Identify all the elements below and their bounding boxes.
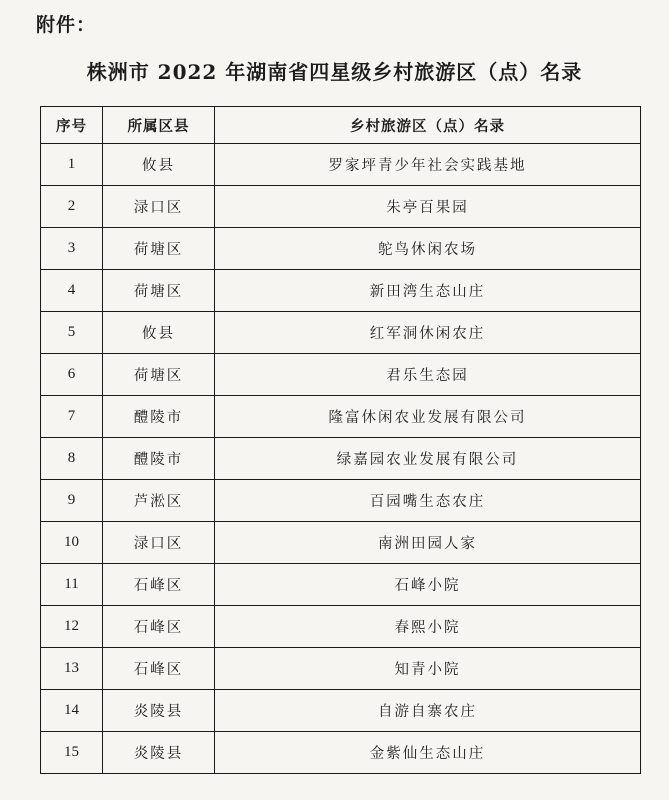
row-serial-number: 12 — [41, 606, 103, 648]
table-row — [41, 480, 641, 522]
table-row — [41, 186, 641, 228]
row-district-county: 石峰区 — [103, 564, 215, 606]
table-row — [41, 396, 641, 438]
row-site-name: 金紫仙生态山庄 — [215, 732, 641, 774]
table-row — [41, 606, 641, 648]
row-serial-number: 9 — [41, 480, 103, 522]
row-site-name: 知青小院 — [215, 648, 641, 690]
row-district-county: 攸县 — [103, 144, 215, 186]
row-serial-number: 10 — [41, 522, 103, 564]
row-district-county: 荷塘区 — [103, 270, 215, 312]
row-district-county: 炎陵县 — [103, 690, 215, 732]
row-serial-number: 13 — [41, 648, 103, 690]
row-district-county: 攸县 — [103, 312, 215, 354]
row-serial-number: 14 — [41, 690, 103, 732]
rural-tourism-list-table — [40, 106, 641, 774]
row-district-county: 荷塘区 — [103, 354, 215, 396]
attachment-label: 附件： — [36, 14, 97, 36]
row-site-name: 南洲田园人家 — [215, 522, 641, 564]
row-district-county: 石峰区 — [103, 648, 215, 690]
row-site-name: 新田湾生态山庄 — [215, 270, 641, 312]
row-site-name: 隆富休闲农业发展有限公司 — [215, 396, 641, 438]
header-site-name: 乡村旅游区（点）名录 — [215, 107, 641, 144]
row-site-name: 红军洞休闲农庄 — [215, 312, 641, 354]
table-row — [41, 270, 641, 312]
row-site-name: 绿嘉园农业发展有限公司 — [215, 438, 641, 480]
row-serial-number: 15 — [41, 732, 103, 774]
table-row — [41, 732, 641, 774]
row-district-county: 渌口区 — [103, 522, 215, 564]
table-row — [41, 228, 641, 270]
row-site-name: 朱亭百果园 — [215, 186, 641, 228]
table-row — [41, 144, 641, 186]
row-district-county: 石峰区 — [103, 606, 215, 648]
row-district-county: 醴陵市 — [103, 396, 215, 438]
row-serial-number: 2 — [41, 186, 103, 228]
header-serial-number: 序号 — [41, 107, 103, 144]
row-site-name: 春熙小院 — [215, 606, 641, 648]
table-row — [41, 690, 641, 732]
row-district-county: 芦淞区 — [103, 480, 215, 522]
row-serial-number: 3 — [41, 228, 103, 270]
row-site-name: 君乐生态园 — [215, 354, 641, 396]
row-district-county: 醴陵市 — [103, 438, 215, 480]
document-title: 株洲市 2022 年湖南省四星级乡村旅游区（点）名录 — [86, 60, 583, 84]
row-serial-number: 7 — [41, 396, 103, 438]
table-row — [41, 564, 641, 606]
row-serial-number: 5 — [41, 312, 103, 354]
table-row — [41, 354, 641, 396]
table-row — [41, 312, 641, 354]
table-row — [41, 648, 641, 690]
row-serial-number: 11 — [41, 564, 103, 606]
table-header-row — [41, 107, 641, 144]
table-row — [41, 522, 641, 564]
row-serial-number: 8 — [41, 438, 103, 480]
row-site-name: 自游自寨农庄 — [215, 690, 641, 732]
header-district-county: 所属区县 — [103, 107, 215, 144]
row-serial-number: 1 — [41, 144, 103, 186]
row-serial-number: 4 — [41, 270, 103, 312]
row-site-name: 鸵鸟休闲农场 — [215, 228, 641, 270]
row-site-name: 百园嘴生态农庄 — [215, 480, 641, 522]
row-serial-number: 6 — [41, 354, 103, 396]
row-site-name: 罗家坪青少年社会实践基地 — [215, 144, 641, 186]
row-district-county: 炎陵县 — [103, 732, 215, 774]
row-district-county: 荷塘区 — [103, 228, 215, 270]
row-district-county: 渌口区 — [103, 186, 215, 228]
row-site-name: 石峰小院 — [215, 564, 641, 606]
table-row — [41, 438, 641, 480]
